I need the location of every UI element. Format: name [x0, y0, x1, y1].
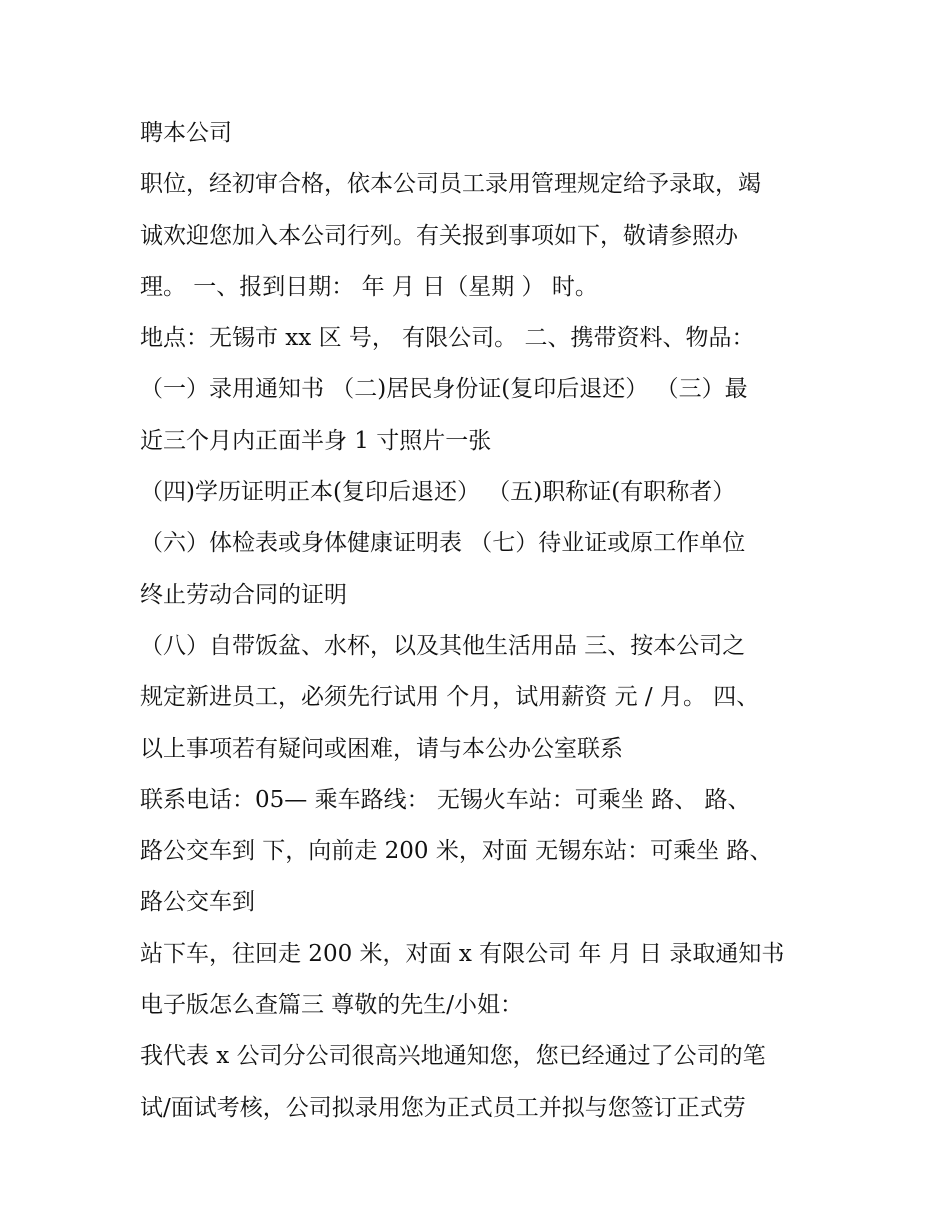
text-line: 路公交车到 [140, 889, 255, 916]
text-line: 站下车，往回走 200 米，对面 x 有限公司 年 月 日 录取通知书 [140, 940, 785, 967]
text-line: 终止劳动合同的证明 [140, 581, 347, 608]
text-line: 理。 一、报到日期： 年 月 日（星期 ） 时。 [140, 273, 598, 300]
text-line: 规定新进员工，必须先行试用 个月，试用薪资 元 / 月。 四、 [140, 684, 760, 711]
text-line: （一）录用通知书 （二)居民身份证(复印后退还） （三）最 [140, 376, 748, 403]
text-line: 路公交车到 下，向前走 200 米，对面 无锡东站：可乘坐 路、 [140, 838, 773, 865]
text-line: （四)学历证明正本(复印后退还） （五)职称证(有职称者） [140, 479, 736, 506]
text-line: 近三个月内正面半身 1 寸照片一张 [140, 427, 492, 454]
text-line: 电子版怎么查篇三 尊敬的先生/小姐： [140, 992, 524, 1019]
text-line: 诚欢迎您加入本公司行列。有关报到事项如下，敬请参照办 [140, 222, 738, 249]
text-line: 聘本公司 [140, 120, 232, 146]
text-line: 我代表 x 公司分公司很高兴地通知您，您已经通过了公司的笔 [140, 1043, 766, 1070]
text-line: 地点：无锡市 xx 区 号， 有限公司。 二、携带资料、物品： [140, 325, 755, 352]
text-line: 职位，经初审合格，依本公司员工录用管理规定给予录取，竭 [140, 171, 761, 198]
text-line: 以上事项若有疑问或困难，请与本公办公室联系 [140, 735, 623, 762]
document-body [140, 108, 830, 1134]
text-line: 联系电话：05— 乘车路线： 无锡火车站：可乘坐 路、 路、 [140, 786, 751, 813]
text-line: （八）自带饭盆、水杯，以及其他生活用品 三、按本公司之 [140, 632, 746, 659]
text-line: 试/面试考核，公司拟录用您为正式员工并拟与您签订正式劳 [140, 1094, 746, 1121]
text-line: （六）体检表或身体健康证明表 （七）待业证或原工作单位 [140, 530, 746, 557]
